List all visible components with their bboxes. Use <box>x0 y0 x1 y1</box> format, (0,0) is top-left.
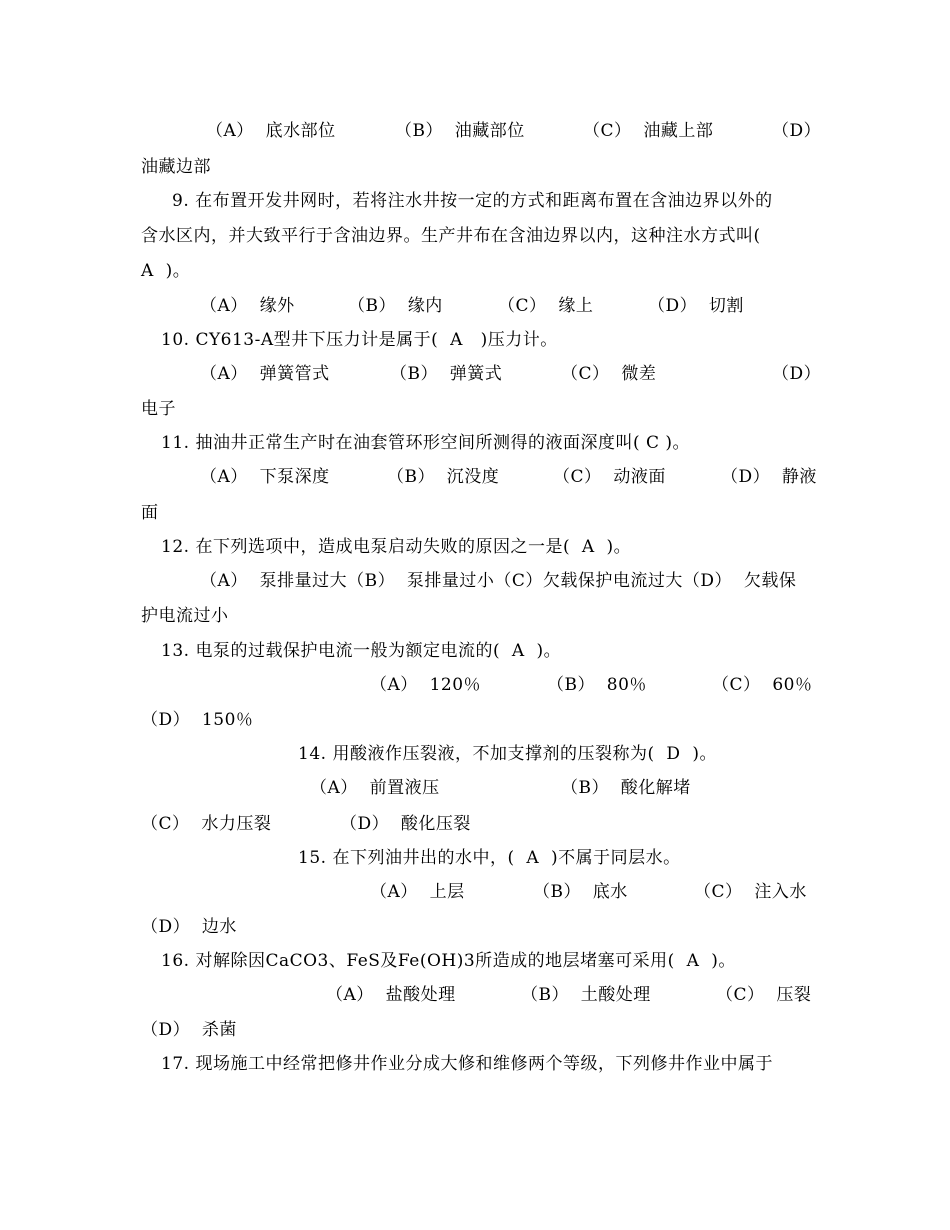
question-14: 14. 用酸液作压裂液，不加支撑剂的压裂称为( D )。 <box>298 744 717 764</box>
question-9-line-1: 9. 在布置开发井网时，若将注水井按一定的方式和距离布置在含油边界以外的 <box>172 191 773 211</box>
question-10: 10. CY613-A型井下压力计是属于( A )压力计。 <box>161 330 558 350</box>
q14-option-b: （B） 酸化解堵 <box>561 778 691 798</box>
q16-option-b: （B） 土酸处理 <box>521 985 651 1005</box>
q16-option-a: （A） 盐酸处理 <box>326 985 456 1005</box>
q10-option-d-continued: 电子 <box>141 399 176 419</box>
question-12: 12. 在下列选项中，造成电泵启动失败的原因之一是( A )。 <box>161 537 632 557</box>
q14-option-c: （C） 水力压裂 <box>141 814 272 834</box>
question-11: 11. 抽油井正常生产时在油套管环形空间所测得的液面深度叫( C )。 <box>161 433 691 453</box>
option-c: （C） 油藏上部 <box>583 121 714 141</box>
q9-option-d: （D） 切割 <box>648 296 744 316</box>
q10-option-d: （D） <box>772 364 822 384</box>
q16-option-d: （D） 杀菌 <box>141 1020 237 1040</box>
q12-options-continued: 护电流过小 <box>141 606 229 626</box>
question-9-line-3: A )。 <box>141 261 191 281</box>
q14-option-a: （A） 前置液压 <box>310 778 440 798</box>
q15-option-b: （B） 底水 <box>533 882 628 902</box>
question-16: 16. 对解除因CaCO3、FeS及Fe(OH)3所造成的地层堵塞可采用( A )。 <box>161 951 736 971</box>
q13-option-c: （C） 60％ <box>712 675 813 695</box>
q13-option-d: （D） 150％ <box>141 710 254 730</box>
q14-option-d: （D） 酸化压裂 <box>340 814 471 834</box>
option-b: （B） 油藏部位 <box>395 121 525 141</box>
q13-option-b: （B） 80％ <box>547 675 647 695</box>
question-15: 15. 在下列油井出的水中，( A )不属于同层水。 <box>298 848 681 868</box>
q11-option-c: （C） 动液面 <box>553 467 666 487</box>
question-9-line-2: 含水区内，并大致平行于含油边界。生产井布在含油边界以内，这种注水方式叫( <box>141 226 761 246</box>
question-17: 17. 现场施工中经常把修井作业分成大修和维修两个等级，下列修井作业中属于 <box>161 1054 773 1074</box>
q10-option-c: （C） 微差 <box>561 364 657 384</box>
q13-option-a: （A） 120％ <box>370 675 482 695</box>
q12-options: （A） 泵排量过大（B） 泵排量过小（C）欠载保护电流过大（D） 欠载保 <box>200 571 797 591</box>
q10-option-a: （A） 弹簧管式 <box>200 364 330 384</box>
q11-option-b: （B） 沉没度 <box>387 467 500 487</box>
q9-option-a: （A） 缘外 <box>200 296 295 316</box>
option-a: （A） 底水部位 <box>206 121 336 141</box>
q15-option-c: （C） 注入水 <box>694 882 807 902</box>
q11-option-d: （D） 静液 <box>721 467 817 487</box>
q15-option-d: （D） 边水 <box>141 917 237 937</box>
q9-option-c: （C） 缘上 <box>498 296 594 316</box>
question-13: 13. 电泵的过载保护电流一般为额定电流的( A )。 <box>161 641 562 661</box>
q15-option-a: （A） 上层 <box>370 882 465 902</box>
q16-option-c: （C） 压裂 <box>716 985 812 1005</box>
q11-option-a: （A） 下泵深度 <box>200 467 330 487</box>
q11-option-d-continued: 面 <box>141 503 159 523</box>
option-d: （D） <box>772 121 822 141</box>
q9-option-b: （B） 缘内 <box>348 296 443 316</box>
option-d-continued: 油藏边部 <box>141 157 211 177</box>
q10-option-b: （B） 弹簧式 <box>390 364 503 384</box>
